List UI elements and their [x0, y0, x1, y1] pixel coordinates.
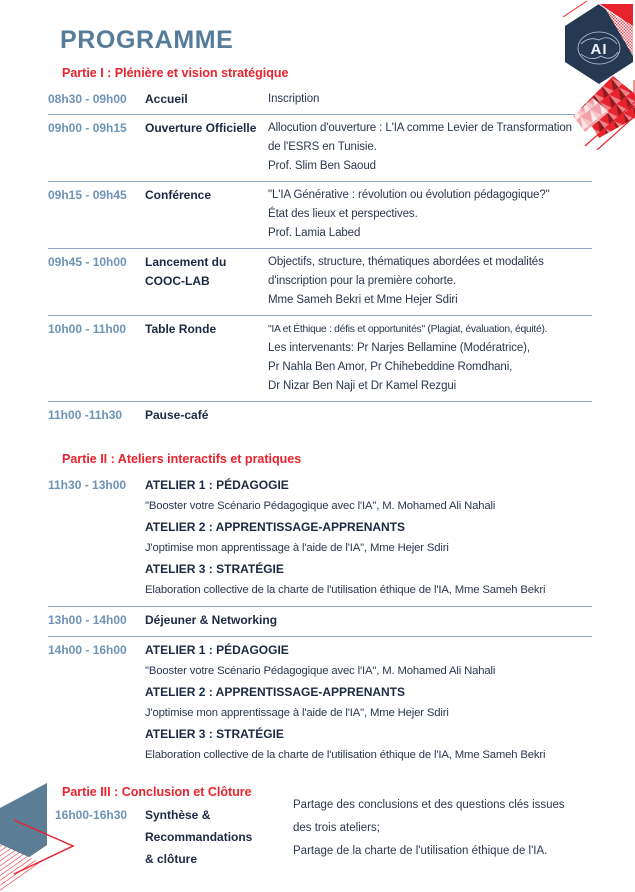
workshop-title-line: ATELIER 1 : PÉDAGOGIE: [145, 478, 289, 492]
section-heading-part1: Partie I : Plénière et vision stratégique: [62, 66, 289, 80]
activity-cell: [145, 320, 268, 396]
description-line: Partage des conclusions et des questions clés issues: [293, 799, 565, 811]
description-line: Mme Sameh Bekri et Mme Hejer Sdiri: [268, 294, 458, 306]
table-row: [48, 472, 592, 607]
activity-cell: [145, 186, 268, 243]
workshop-title-line: ATELIER 2 : APPRENTISSAGE-APPRENANTS: [145, 520, 406, 534]
description-line: Objectifs, structure, thématiques abordées et modalités: [268, 256, 544, 268]
ai-cube-decoration: [535, 0, 635, 150]
workshop-title-line: ATELIER 3 : STRATÉGIE: [145, 727, 284, 741]
workshop-description-line: "Booster votre Scénario Pédagogique avec l'IA", M. Mohamed Ali Nahali: [145, 665, 496, 677]
content-cell: [145, 640, 592, 766]
page-title: PROGRAMME: [60, 26, 234, 54]
activity-line: Lancement du: [145, 255, 227, 269]
workshop-description-line: Elaboration collective de la charte de l'utilisation éthique de l'IA, Mme Sameh Bekri: [145, 584, 546, 596]
time-range: 09h45 - 10h00: [48, 255, 127, 269]
table-row: [48, 86, 592, 115]
time-range: 14h00 - 16h00: [48, 643, 127, 657]
description-line: "IA et Éthique : défis et opportunités" (Plagiat, évaluation, équité).: [268, 324, 548, 335]
time-range: 09h00 - 09h15: [48, 121, 127, 135]
description-line: des trois ateliers;: [293, 822, 380, 834]
workshop-description-line: Elaboration collective de la charte de l'utilisation éthique de l'IA, Mme Sameh Bekri: [145, 749, 546, 761]
workshop-title-line: ATELIER 1 : PÉDAGOGIE: [145, 643, 289, 657]
table-row: [48, 316, 592, 402]
corner-decoration: [0, 758, 140, 892]
description-cell: [268, 320, 592, 396]
activity-cell: [145, 253, 268, 310]
ai-label: AI: [590, 41, 608, 58]
description-line: Allocution d'ouverture : L'IA comme Levier de Transformation: [268, 122, 572, 134]
section-heading-part3: Partie III : Conclusion et Clôture: [62, 785, 252, 799]
table-row: [48, 182, 592, 249]
workshop-description-line: J'optimise mon apprentissage à l'aide de l'IA", Mme Hejer Sdiri: [145, 707, 449, 719]
activity-line: Conférence: [145, 188, 212, 202]
activity-cell: [145, 90, 268, 109]
table-row: [48, 607, 592, 637]
activity-line: COOC-LAB: [145, 274, 210, 288]
workshop-title-line: ATELIER 2 : APPRENTISSAGE-APPRENANTS: [145, 685, 406, 699]
workshop-description-line: J'optimise mon apprentissage à l'aide de l'IA", Mme Hejer Sdiri: [145, 542, 449, 554]
table-row: [48, 637, 592, 771]
table-row: [48, 249, 592, 316]
description-line: Partage de la charte de l'utilisation éthique de l'IA.: [293, 845, 548, 857]
time-range: 09h15 - 09h45: [48, 188, 127, 202]
description-line: "L'IA Générative : révolution ou évolution pédagogique?": [268, 189, 550, 201]
time-range: 11h30 - 13h00: [48, 478, 127, 492]
time-range: 08h30 - 09h00: [48, 92, 127, 106]
activity-cell: [145, 406, 268, 425]
activity-line: & clôture: [145, 852, 198, 866]
content-cell: [145, 610, 592, 631]
activity-line: Ouverture Officielle: [145, 121, 257, 135]
table-row: [48, 402, 592, 430]
content-cell: [145, 475, 592, 601]
description-line: Pr Nahla Ben Amor, Pr Chihebeddine Romdhani,: [268, 361, 513, 373]
description-cell: [268, 186, 592, 243]
description-line: Dr Nizar Ben Naji et Dr Kamel Rezgui: [268, 380, 457, 392]
workshop-title-line: Déjeuner & Networking: [145, 613, 278, 627]
activity-cell: [145, 804, 293, 870]
description-line: d'inscription pour la première cohorte.: [268, 275, 457, 287]
part1-table: [48, 86, 592, 430]
activity-line: Synthèse &: [145, 808, 211, 822]
time-range: 13h00 - 14h00: [48, 613, 127, 627]
description-line: Les intervenants: Pr Narjes Bellamine (Modératrice),: [268, 342, 530, 354]
time-range: 16h00-16h30: [55, 808, 128, 822]
workshop-title-line: ATELIER 3 : STRATÉGIE: [145, 562, 284, 576]
description-line: Inscription: [268, 93, 320, 105]
part2-table: [48, 472, 592, 771]
description-line: de l'ESRS en Tunisie.: [268, 141, 377, 153]
description-line: Prof. Slim Ben Saoud: [268, 160, 376, 172]
activity-line: Pause-café: [145, 408, 209, 422]
description-line: État des lieux et perspectives.: [268, 208, 418, 220]
activity-cell: [145, 119, 268, 176]
description-line: Prof. Lamia Labed: [268, 227, 361, 239]
workshop-description-line: "Booster votre Scénario Pédagogique avec l'IA", M. Mohamed Ali Nahali: [145, 500, 496, 512]
description-cell: [293, 794, 597, 870]
time-range: 11h00 -11h30: [48, 408, 123, 422]
description-cell: [268, 253, 592, 310]
activity-line: Recommandations: [145, 830, 253, 844]
activity-line: Table Ronde: [145, 322, 217, 336]
time-range: 10h00 - 11h00: [48, 322, 127, 336]
table-row: [48, 115, 592, 182]
activity-line: Accueil: [145, 92, 188, 106]
description-cell: [268, 406, 592, 425]
section-heading-part2: Partie II : Ateliers interactifs et pratiques: [62, 452, 302, 466]
